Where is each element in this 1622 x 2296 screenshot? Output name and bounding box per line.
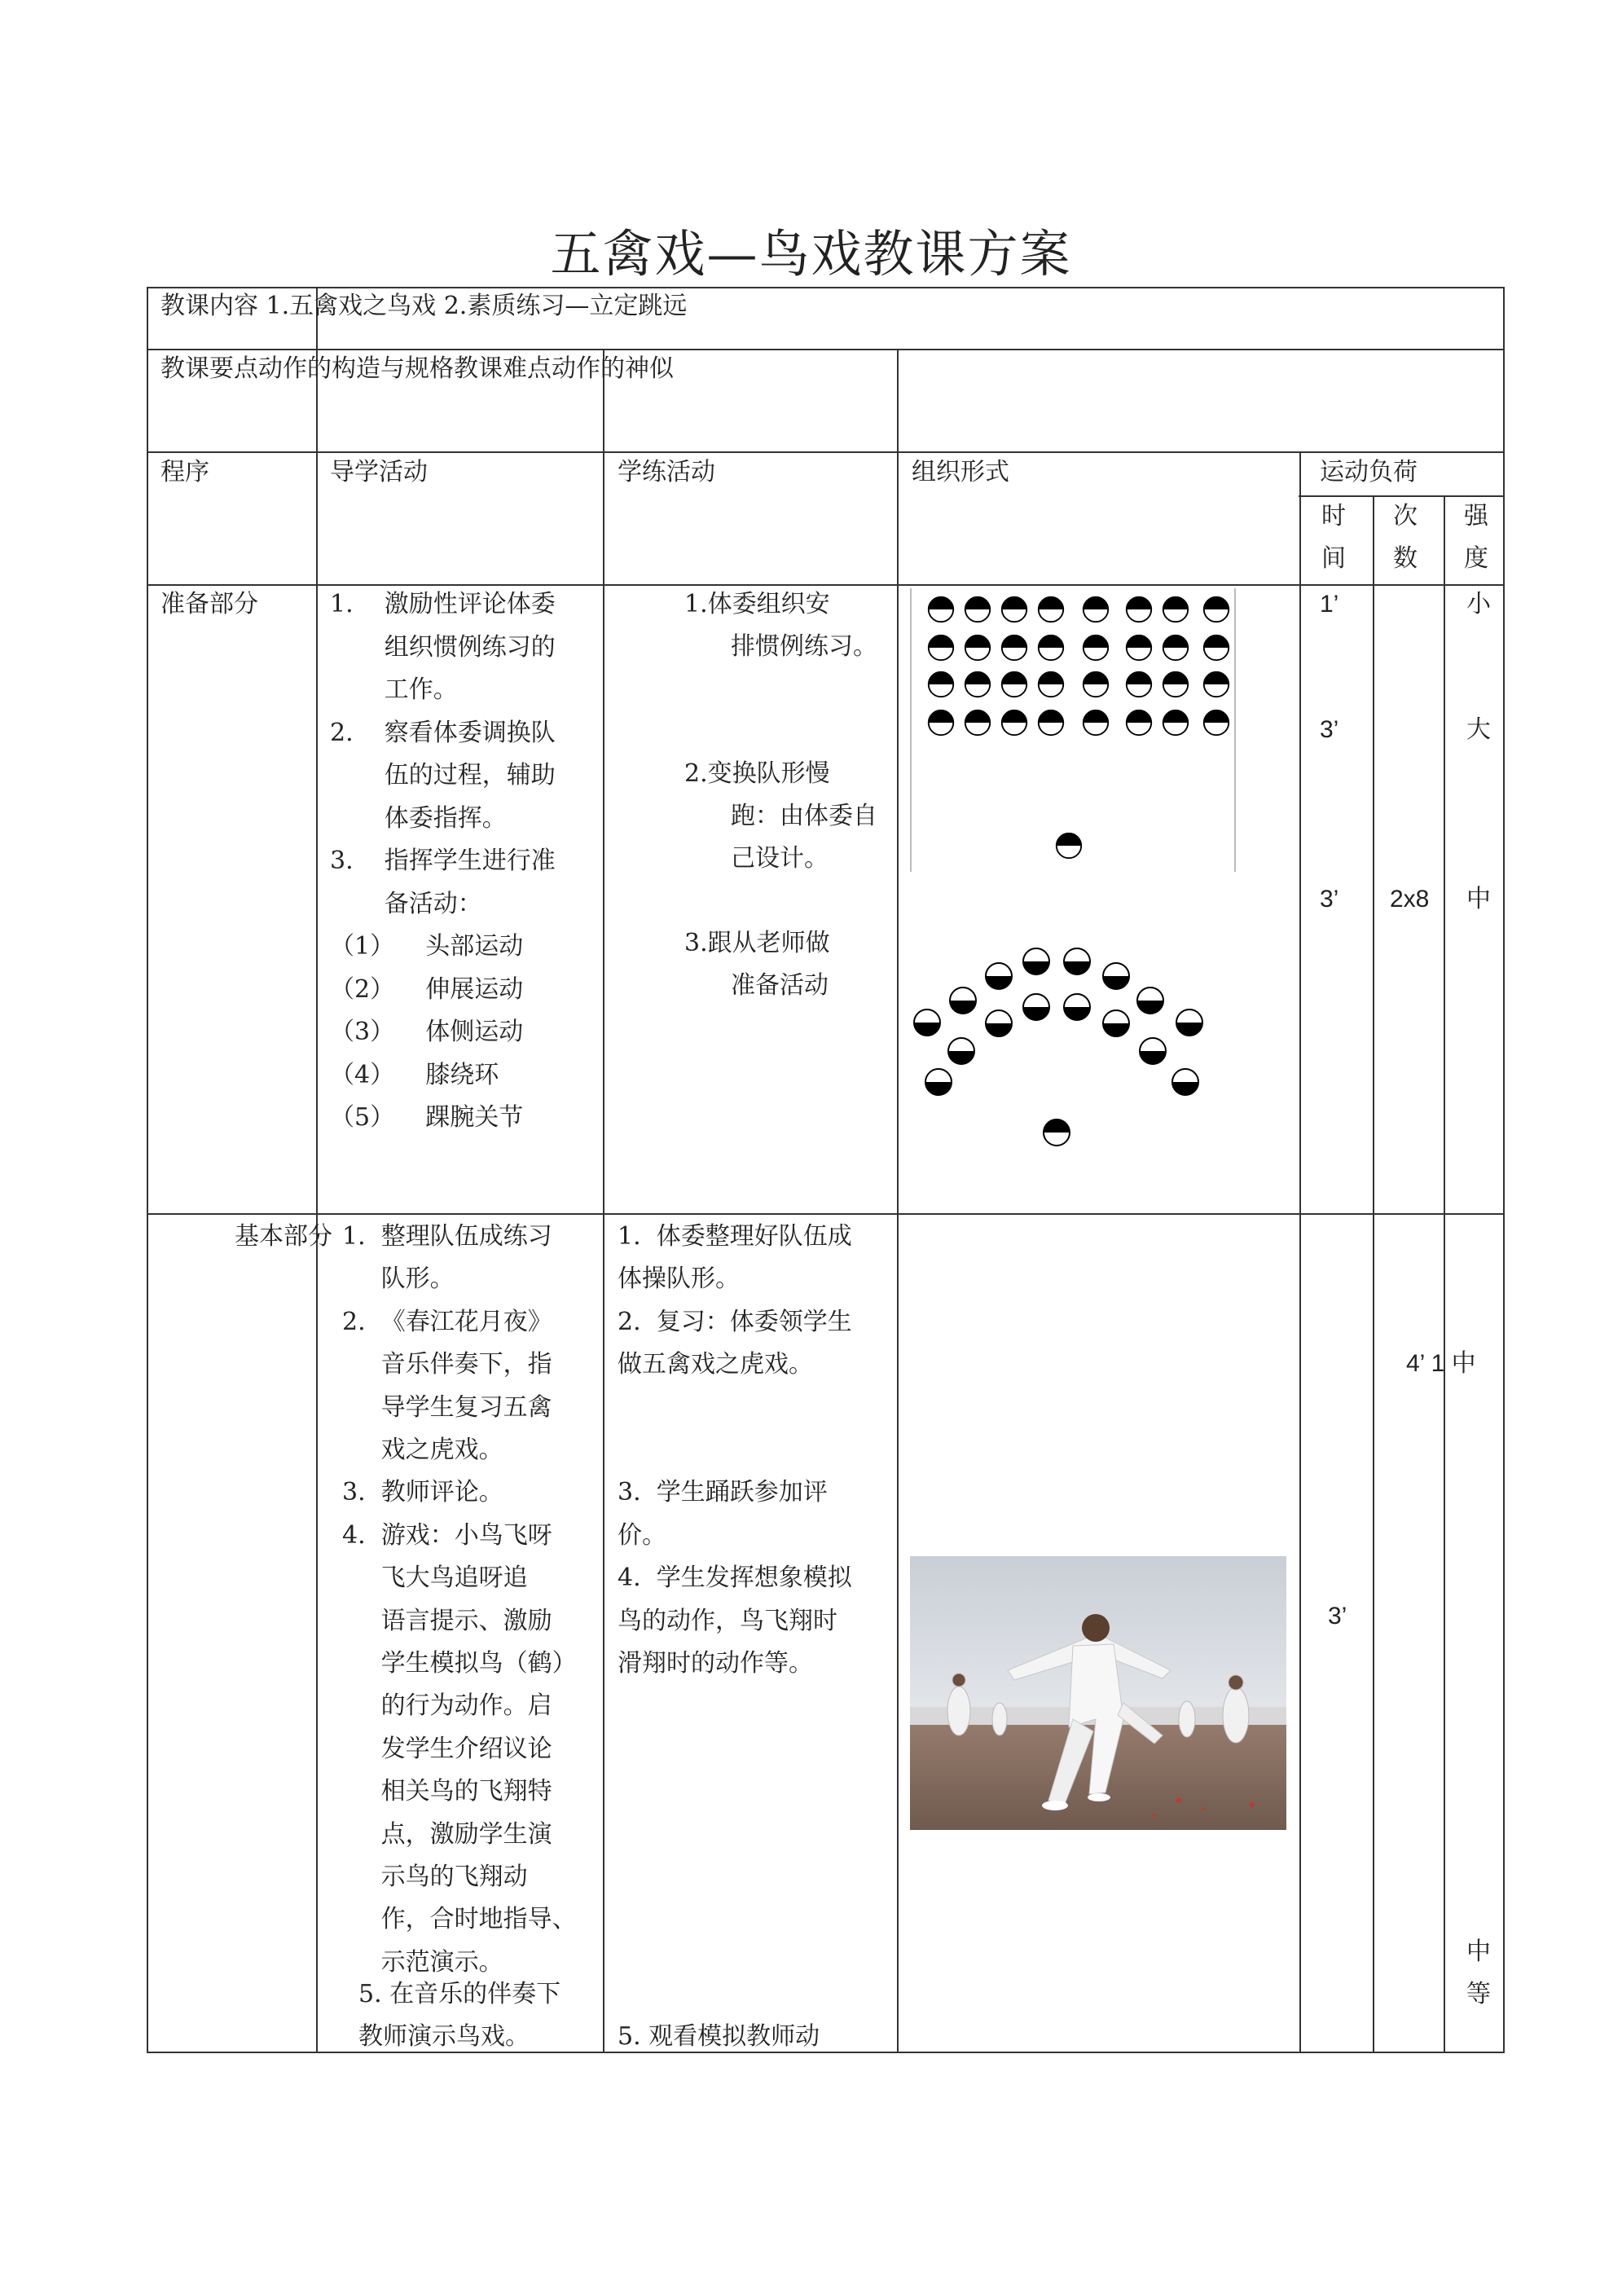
prep-guide-line-10: （3） 体侧运动 <box>330 1018 524 1046</box>
student-icon <box>965 672 990 697</box>
basic-practice-line-3: 做五禽戏之虎戏。 <box>618 1350 813 1379</box>
student-icon <box>1084 636 1108 660</box>
key-points-row-text: 教课要点动作的构造与规格教课难点动作的神似 <box>160 354 674 383</box>
student-icon <box>1127 597 1151 622</box>
header-organization: 组织形式 <box>912 458 1009 486</box>
student-icon <box>965 597 990 622</box>
prep-practice-item-2-line-1: 准备活动 <box>731 971 829 1000</box>
student-icon <box>1044 1119 1070 1146</box>
basic-guide-line-7: 4. 游戏：小鸟飞呀 <box>342 1520 552 1550</box>
basic-guide-5-line-2: 教师演示鸟戏。 <box>358 2022 530 2051</box>
header-time-2: 间 <box>1321 544 1346 573</box>
basic-guide-line-10: 学生模拟鸟（鹤） <box>342 1649 577 1678</box>
student-icon <box>1084 672 1108 697</box>
student-icon <box>1002 597 1026 622</box>
basic-guide-line-13: 相关鸟的飞翔特 <box>342 1777 552 1806</box>
student-icon <box>986 1010 1012 1036</box>
basic-guide-line-15: 示鸟的飞翔动 <box>342 1863 528 1891</box>
student-icon <box>1127 710 1151 735</box>
header-count-1: 次 <box>1393 502 1418 530</box>
basic-practice-line-6: 3. 学生踊跃参加评 <box>618 1478 828 1507</box>
basic-practice-line-7: 价。 <box>618 1520 666 1550</box>
arc-formation <box>914 948 1202 1146</box>
prep-load-time-2: 3’ <box>1320 716 1339 743</box>
basic-guide-line-14: 点，激励学生演 <box>342 1819 552 1849</box>
prep-guide-line-12: （5） 踝腕关节 <box>330 1103 524 1132</box>
student-icon <box>929 672 953 697</box>
prep-guide-line-5: 体委指挥。 <box>330 803 507 833</box>
student-icon <box>1064 994 1090 1020</box>
prep-practice-item-1-line-1: 跑：由体委自 <box>731 802 877 830</box>
prep-guide-line-11: （4） 膝绕环 <box>330 1060 499 1089</box>
student-icon <box>929 597 953 622</box>
basic-guide-line-4: 导学生复习五禽 <box>342 1392 552 1422</box>
basic-load-time: 3’ <box>1328 1603 1347 1630</box>
basic-section-label: 基本部分 <box>235 1222 332 1251</box>
student-icon <box>1163 710 1188 735</box>
basic-load-end-1: 中 <box>1466 1938 1491 1966</box>
student-icon <box>965 710 990 735</box>
basic-guide-line-3: 音乐伴奏下，指 <box>342 1350 552 1379</box>
basic-practice-line-1: 体操队形。 <box>618 1265 740 1294</box>
student-icon <box>1127 672 1151 697</box>
header-intensity-2: 度 <box>1464 544 1488 573</box>
student-icon <box>925 1069 952 1095</box>
student-icon <box>929 710 953 735</box>
header-count-2: 数 <box>1393 544 1418 573</box>
basic-guide-line-16: 作，合时地指导、 <box>342 1905 577 1934</box>
student-icon <box>1084 710 1108 735</box>
student-icon <box>1103 963 1129 989</box>
prep-guide-line-1: 组织惯例练习的 <box>330 632 556 662</box>
basic-guide-line-5: 戏之虎戏。 <box>342 1436 503 1464</box>
basic-guide-line-8: 飞大鸟追呀追 <box>342 1564 528 1593</box>
basic-guide-line-1: 队形。 <box>342 1265 455 1294</box>
basic-practice-line-0: 1. 体委整理好队伍成 <box>618 1222 852 1251</box>
basic-guide-line-17: 示范演示。 <box>342 1947 503 1977</box>
prep-guide-line-7: 备活动： <box>330 889 482 918</box>
basic-guide-5-line-1: 5. 在音乐的伴奏下 <box>358 1980 561 2008</box>
header-time-1: 时 <box>1321 502 1346 530</box>
basic-guide-line-11: 的行为动作。启 <box>342 1691 552 1721</box>
basic-guide-line-2: 2. 《春江花月夜》 <box>342 1307 552 1336</box>
prep-practice-item-0-line-1: 排惯例练习。 <box>731 632 877 661</box>
student-icon <box>1140 1038 1166 1064</box>
prep-practice-item-2: 3.跟从老师做 <box>684 929 830 957</box>
basic-practice-line-10: 滑翔时的动作等。 <box>618 1649 813 1678</box>
student-icon <box>1039 597 1063 622</box>
student-icon <box>914 1009 940 1036</box>
student-icon <box>1137 987 1163 1014</box>
basic-guide-line-9: 语言提示、激励 <box>342 1606 552 1635</box>
prep-practice-item-1-line-2: 己设计。 <box>731 844 829 873</box>
student-icon <box>1103 1010 1129 1036</box>
prep-guide-line-9: （2） 伸展运动 <box>330 974 524 1004</box>
student-icon <box>1002 710 1026 735</box>
student-icon <box>1002 672 1026 697</box>
prep-practice-item-1: 2.变换队形慢 <box>684 759 830 788</box>
prep-section-label: 准备部分 <box>160 590 258 618</box>
prep-load-intensity-2: 大 <box>1466 715 1491 744</box>
student-icon <box>1002 636 1026 660</box>
student-icon <box>1064 948 1090 974</box>
prep-load-count-3: 2x8 <box>1390 886 1430 913</box>
prep-guide-line-6: 3. 指挥学生进行准 <box>330 847 556 875</box>
student-icon <box>1204 597 1229 622</box>
basic-practice-5: 5. 观看模拟教师动 <box>618 2022 820 2051</box>
prep-practice-item-0: 1.体委组织安 <box>684 590 830 618</box>
content-row-text: 教课内容 1.五禽戏之鸟戏 2.素质练习—立定跳远 <box>160 292 688 320</box>
prep-load-intensity-3: 中 <box>1466 885 1491 913</box>
basic-guide-line-12: 发学生介绍议论 <box>342 1734 552 1763</box>
student-icon <box>1163 672 1188 697</box>
student-icon <box>1023 948 1049 974</box>
student-icon <box>948 1038 974 1064</box>
student-icon <box>1204 710 1229 735</box>
basic-guide-line-0: 1. 整理队伍成练习 <box>342 1222 552 1251</box>
basic-practice-line-9: 鸟的动作，鸟飞翔时 <box>618 1606 837 1635</box>
header-procedure: 程序 <box>160 458 209 486</box>
basic-load-a: 4’ 1 中 <box>1406 1350 1476 1377</box>
prep-guide-line-8: （1） 头部运动 <box>330 932 524 961</box>
student-icon <box>1127 636 1151 660</box>
student-icon <box>1084 597 1108 622</box>
prep-guide-line-3: 2. 察看体委调换队 <box>330 718 556 747</box>
practice-photo <box>910 1556 1286 1830</box>
student-icon <box>1039 672 1063 697</box>
student-icon <box>950 987 976 1014</box>
student-icon <box>1204 636 1229 660</box>
basic-practice-line-2: 2. 复习：体委领学生 <box>618 1307 852 1336</box>
student-icon <box>1204 672 1229 697</box>
basic-load-end-2: 等 <box>1466 1980 1491 2008</box>
rank-formation <box>929 597 1229 858</box>
header-guide-activity: 导学活动 <box>330 458 428 486</box>
student-icon <box>1172 1069 1198 1095</box>
student-icon <box>929 636 953 660</box>
header-practice-activity: 学练活动 <box>618 458 715 486</box>
prep-load-time-1: 1’ <box>1320 591 1339 618</box>
prep-load-intensity-1: 小 <box>1466 590 1491 618</box>
header-intensity-1: 强 <box>1464 502 1488 530</box>
student-icon <box>1057 834 1081 858</box>
student-icon <box>1163 636 1188 660</box>
prep-guide-line-0: 1. 激励性评论体委 <box>330 590 556 618</box>
prep-load-time-3: 3’ <box>1320 886 1339 913</box>
student-icon <box>1039 636 1063 660</box>
basic-practice-line-8: 4. 学生发挥想象模拟 <box>618 1564 852 1593</box>
student-icon <box>965 636 990 660</box>
prep-guide-line-4: 伍的过程，辅助 <box>330 761 556 790</box>
student-icon <box>1176 1009 1202 1036</box>
student-icon <box>1039 710 1063 735</box>
header-load: 运动负荷 <box>1320 458 1418 486</box>
student-icon <box>1023 994 1049 1020</box>
student-icon <box>986 963 1012 989</box>
student-icon <box>1163 597 1188 622</box>
page-title: 五禽戏—鸟戏教课方案 <box>550 224 1072 284</box>
basic-guide-line-6: 3. 教师评论。 <box>342 1478 503 1507</box>
prep-guide-line-2: 工作。 <box>330 675 458 704</box>
